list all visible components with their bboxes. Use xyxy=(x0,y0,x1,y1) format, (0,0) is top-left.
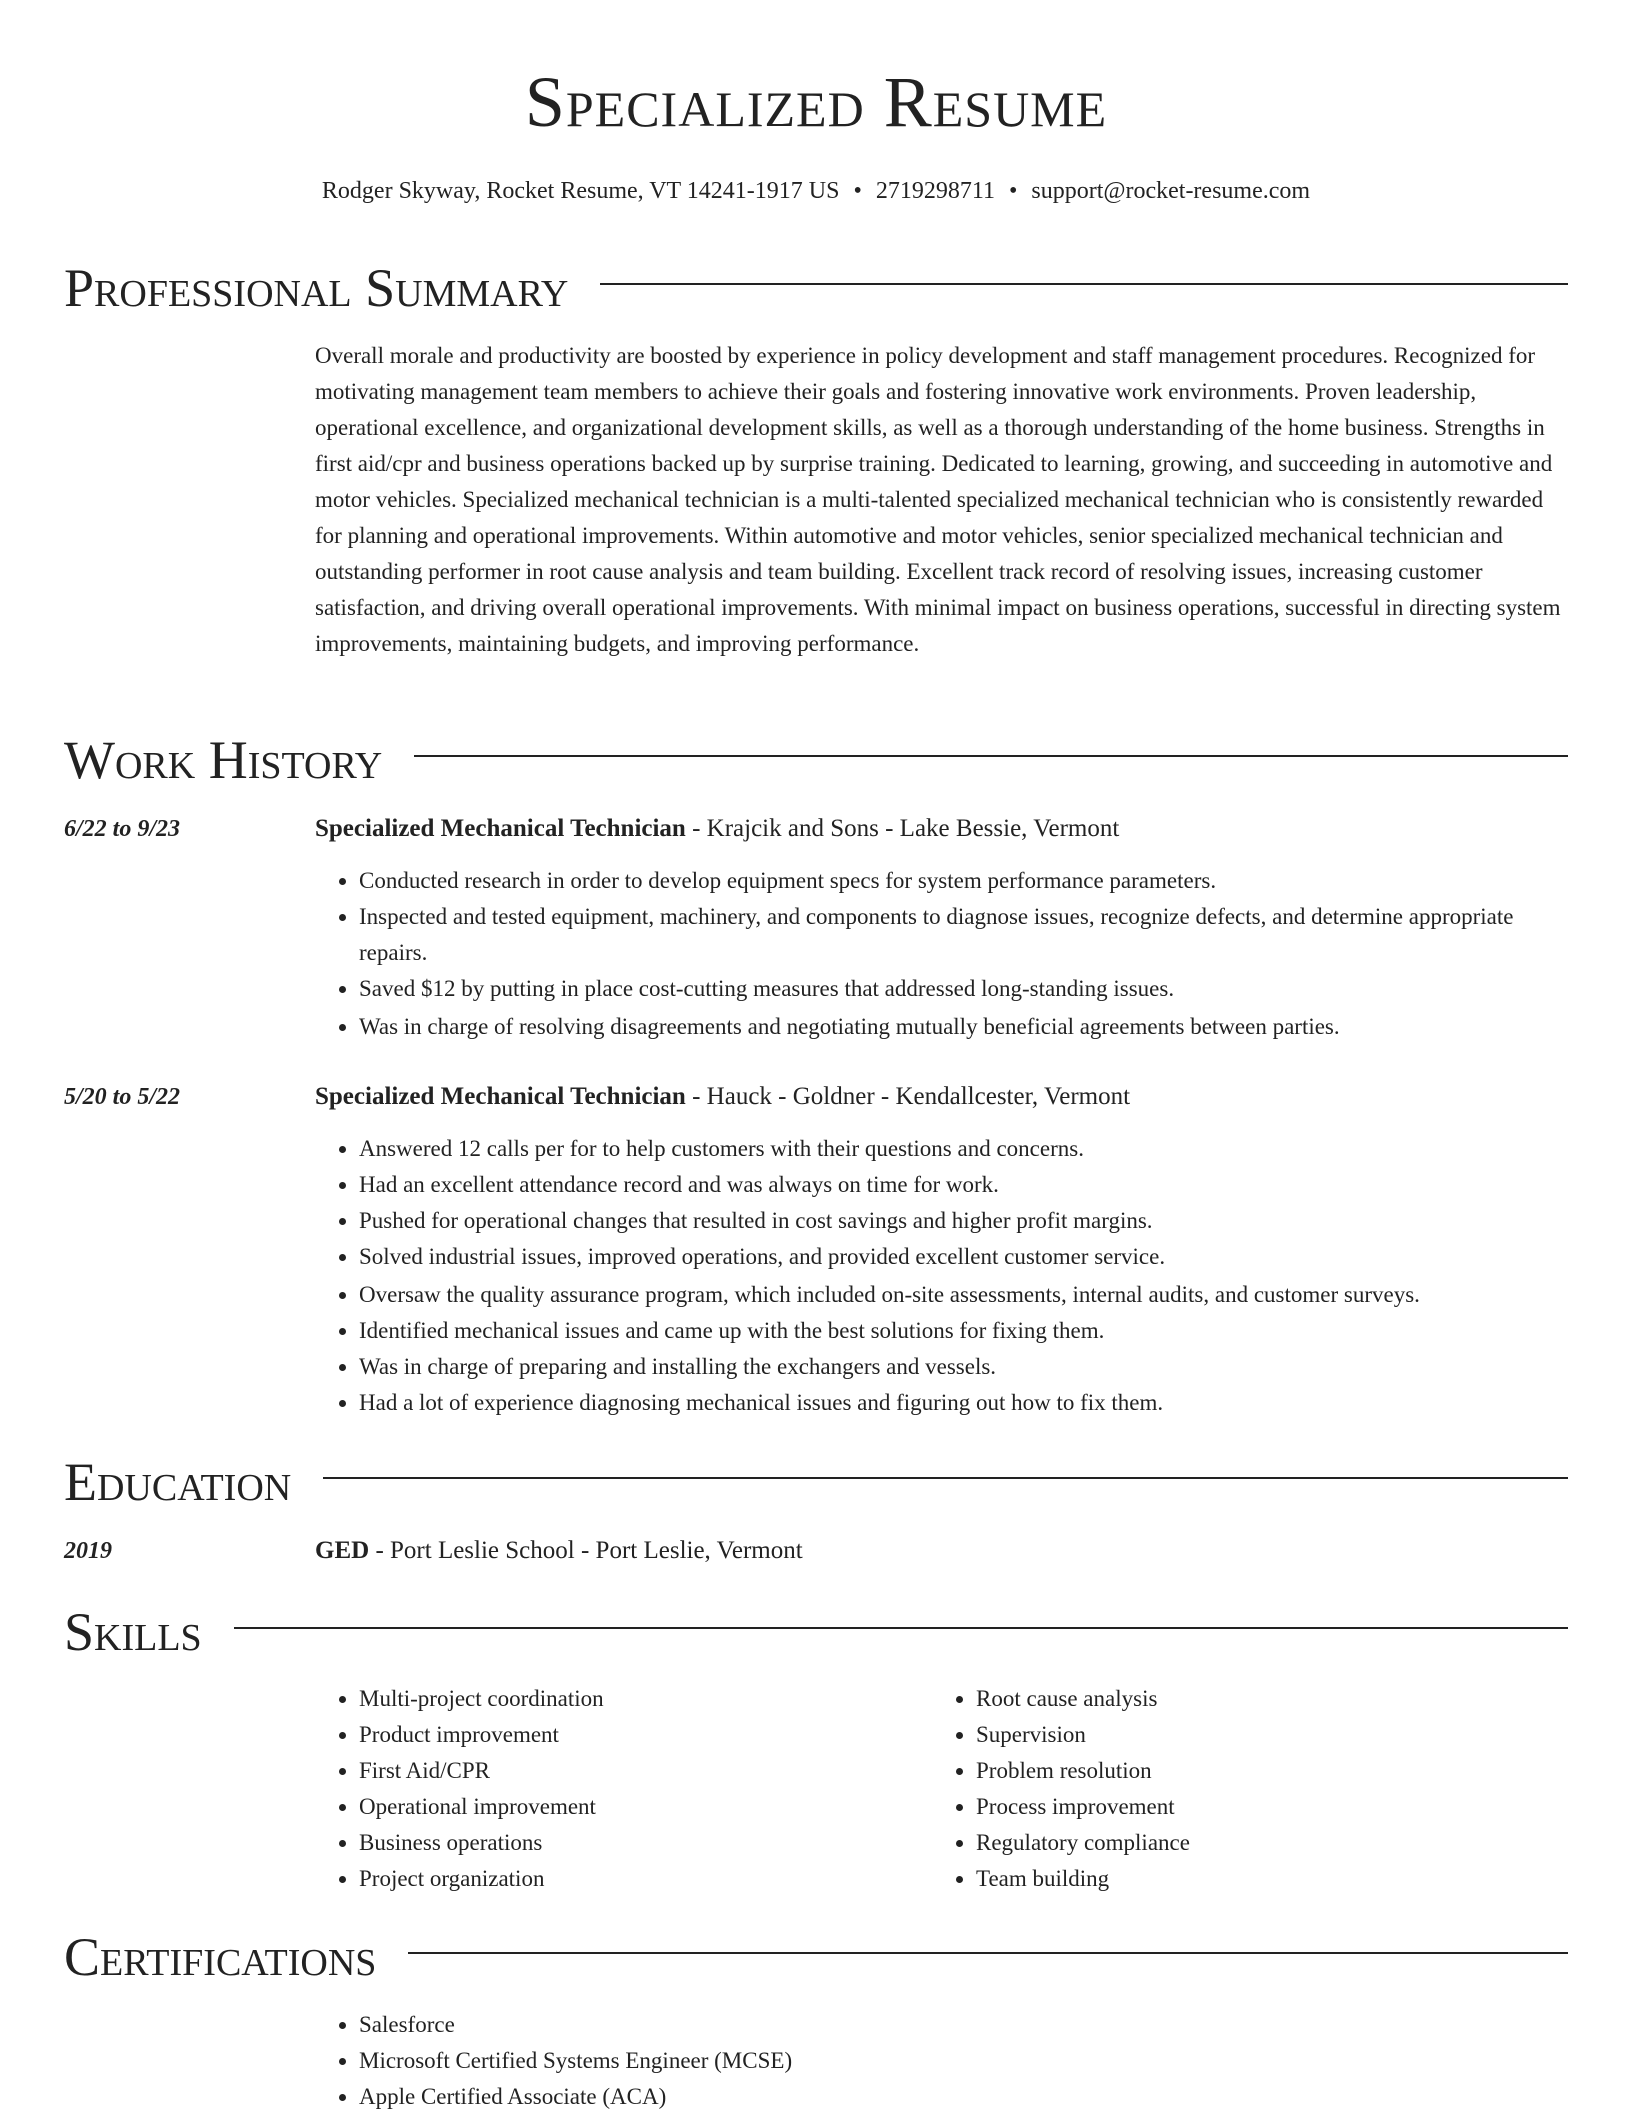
list-item: • Team building xyxy=(976,1861,1568,1897)
section-divider xyxy=(234,1627,1568,1629)
contact-separator: • xyxy=(853,178,862,204)
list-item: • Apple Certified Associate (ACA) xyxy=(359,2079,1568,2115)
list-item: • Answered 12 calls per for to help customers with their questions and concerns. xyxy=(359,1131,1568,1167)
list-item: • Was in charge of preparing and installing the exchangers and vessels. xyxy=(359,1349,1568,1385)
list-item: • Had an excellent attendance record and was always on time for work. xyxy=(359,1167,1568,1203)
section-header-skills xyxy=(64,1600,1568,1664)
job-dates: 6/22 to 9/23 xyxy=(64,816,181,842)
skills-list-left xyxy=(315,1681,919,1897)
section-divider xyxy=(323,1477,1568,1479)
list-item: • Problem resolution xyxy=(976,1753,1568,1789)
list-item: • Supervision xyxy=(976,1717,1568,1753)
list-item: • Product improvement xyxy=(359,1717,919,1753)
list-item: • Inspected and tested equipment, machinery, and components to diagnose issues, recognize defects, and determine appropriate repairs. xyxy=(359,899,1568,971)
list-item: • Solved industrial issues, improved operations, and provided excellent customer service. xyxy=(359,1239,1568,1275)
list-item: • Regulatory compliance xyxy=(976,1825,1568,1861)
education-details: - Port Leslie School - Port Leslie, Vermont xyxy=(369,1537,803,1564)
section-divider xyxy=(414,755,1568,757)
contact-line xyxy=(0,176,1632,206)
section-title: Professional Summary xyxy=(64,258,569,318)
section-header-work-history xyxy=(64,728,1568,792)
section-title: Skills xyxy=(64,1602,202,1662)
section-header-education xyxy=(64,1450,1568,1514)
certifications-list xyxy=(315,2007,1568,2115)
list-item: • Salesforce xyxy=(359,2007,1568,2043)
list-item: • Project organization xyxy=(359,1861,919,1897)
job-bullets xyxy=(315,863,1568,1045)
job-title: Specialized Mechanical Technician xyxy=(315,1083,686,1110)
list-item: • Operational improvement xyxy=(359,1789,919,1825)
list-item: • Microsoft Certified Systems Engineer (MCSE) xyxy=(359,2043,1568,2079)
contact-address: Rodger Skyway, Rocket Resume, VT 14241-1917 US xyxy=(321,178,840,204)
skills-list-right xyxy=(932,1681,1568,1897)
list-item: • Oversaw the quality assurance program, which included on-site assessments, internal audits, and customer surveys. xyxy=(359,1277,1568,1313)
list-item: • Pushed for operational changes that resulted in cost savings and higher profit margins. xyxy=(359,1203,1568,1239)
list-item: • Had a lot of experience diagnosing mechanical issues and figuring out how to fix them. xyxy=(359,1385,1568,1421)
contact-separator: • xyxy=(1008,178,1018,204)
section-title: Work History xyxy=(64,730,383,790)
job-bullets xyxy=(315,1131,1568,1421)
education-year: 2019 xyxy=(64,1538,112,1564)
job-heading xyxy=(315,1079,1130,1115)
summary-text: Overall morale and productivity are boosted by experience in policy development and staff management procedures. Recognized for motivating management team members to achieve their goals and fostering innovative work environments. Proven leadership, operational excellence, and organizational development skills, as well as a thorough understanding of the home business. Strengths in first aid/cpr and business operations backed up by surprise training. Dedicated to learning, growing, and succeeding in automotive and motor vehicles. Specialized mechanical technician is a multi-talented specialized mechanical technician who is consistently rewarded for planning and operational improvements. Within automotive and motor vehicles, senior specialized mechanical technician and outstanding performer in root cause analysis and team building. Excellent track record of resolving issues, increasing customer satisfaction, and driving overall operational improvements. With minimal impact on business operations, successful in directing system improvements, maintaining budgets, and improving performance. xyxy=(315,343,1561,656)
list-item: • Root cause analysis xyxy=(976,1681,1568,1717)
section-header-certifications xyxy=(64,1925,1568,1989)
job-details: - Hauck - Goldner - Kendallcester, Vermont xyxy=(685,1083,1131,1110)
list-item: • Process improvement xyxy=(976,1789,1568,1825)
education-heading xyxy=(315,1533,803,1569)
list-item: • Identified mechanical issues and came up with the best solutions for fixing them. xyxy=(359,1313,1568,1349)
job-heading xyxy=(315,811,1119,847)
job-details: - Krajcik and Sons - Lake Bessie, Vermont xyxy=(685,815,1120,842)
list-item: • Multi-project coordination xyxy=(359,1681,919,1717)
job-dates: 5/20 to 5/22 xyxy=(64,1084,181,1110)
resume-title: Specialized Resume xyxy=(524,62,1108,142)
section-divider xyxy=(408,1952,1568,1954)
list-item: • Conducted research in order to develop equipment specs for system performance parameters. xyxy=(359,863,1568,899)
section-title: Certifications xyxy=(64,1927,377,1987)
section-header-summary xyxy=(64,256,1568,320)
list-item: • Was in charge of resolving disagreements and negotiating mutually beneficial agreements between parties. xyxy=(359,1009,1568,1045)
education-degree: GED xyxy=(315,1537,370,1564)
list-item: • First Aid/CPR xyxy=(359,1753,919,1789)
list-item: • Business operations xyxy=(359,1825,919,1861)
section-divider xyxy=(600,283,1568,285)
job-title: Specialized Mechanical Technician xyxy=(315,815,686,842)
list-item: • Saved $12 by putting in place cost-cutting measures that addressed long-standing issues. xyxy=(359,971,1568,1007)
section-title: Education xyxy=(64,1452,292,1512)
contact-phone: 2719298711 xyxy=(875,178,995,204)
contact-email: support@rocket-resume.com xyxy=(1031,178,1311,204)
